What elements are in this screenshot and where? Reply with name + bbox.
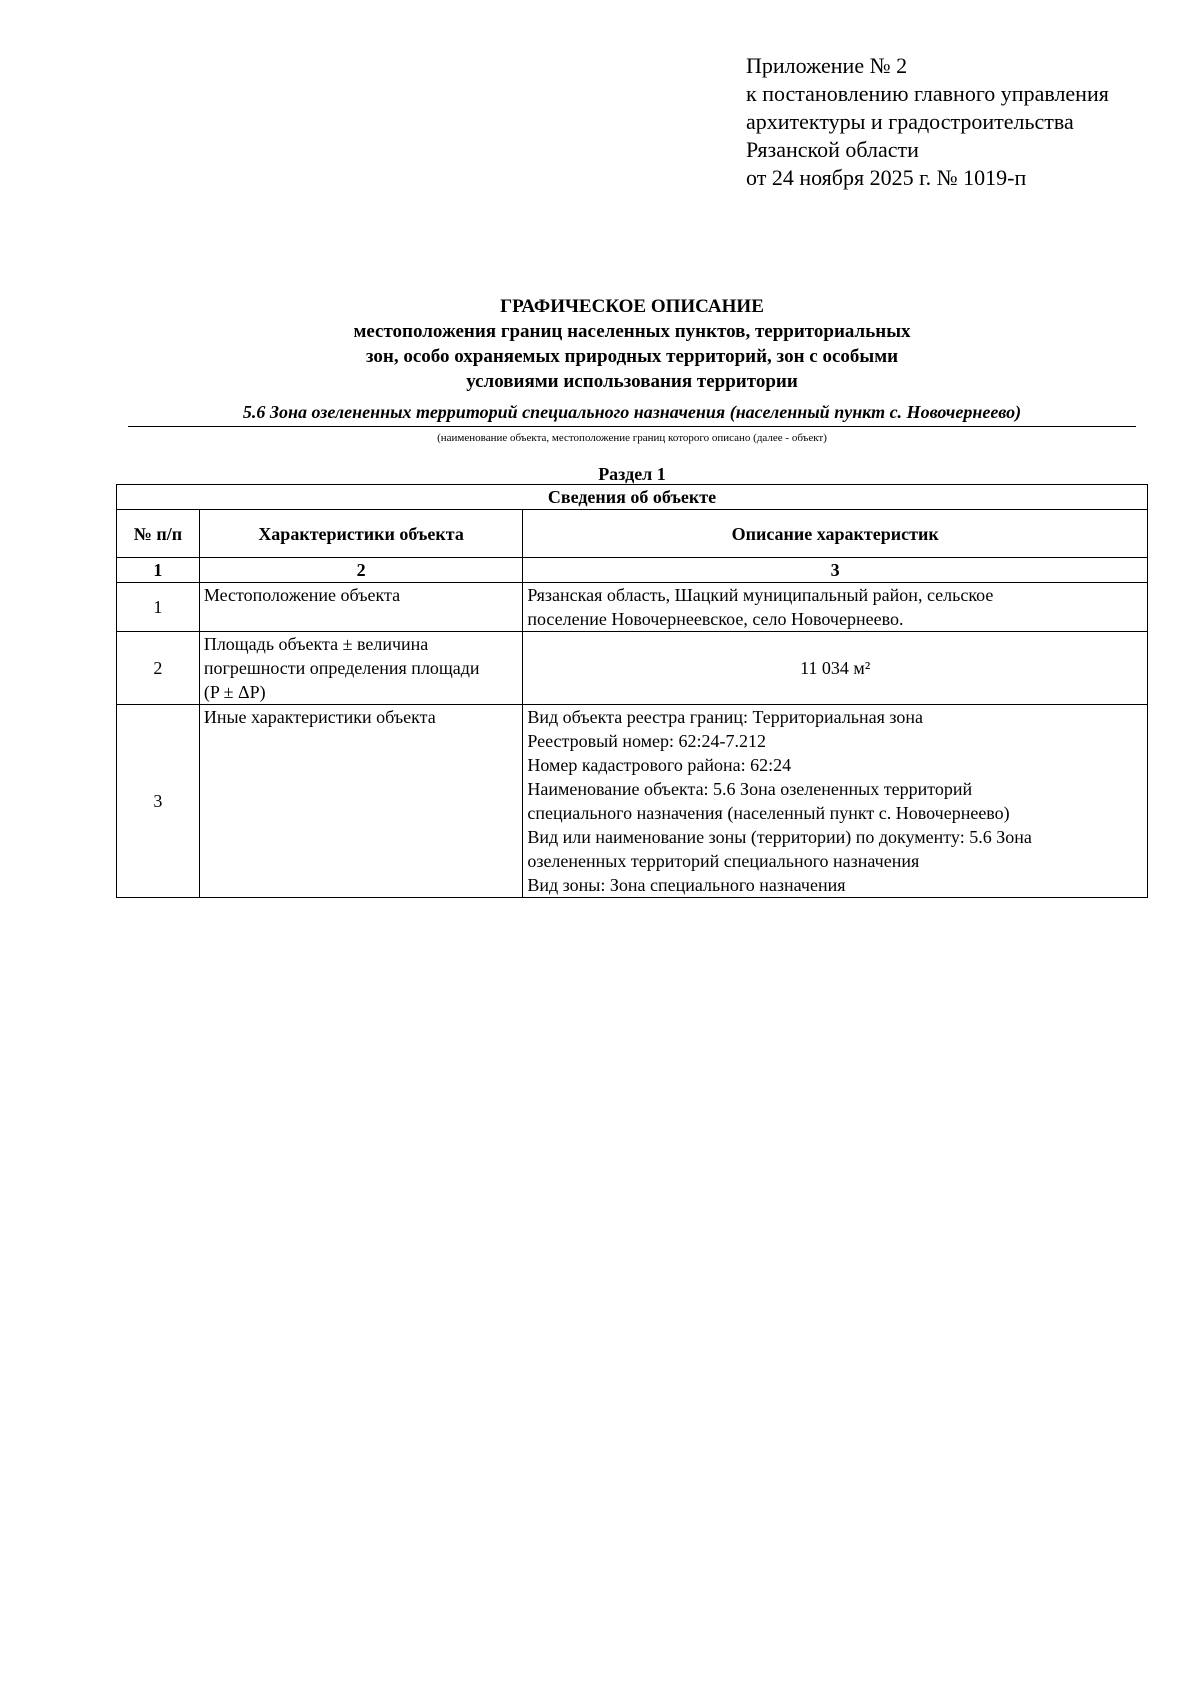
document-subtitle-line: зон, особо охраняемых природных территорий, зон с особыми bbox=[365, 346, 899, 367]
row-number: 2 bbox=[117, 632, 200, 705]
table-row bbox=[117, 583, 1148, 632]
document-subtitle-line: местоположения границ населенных пунктов, территориальных bbox=[353, 321, 911, 342]
header-description: Описание характеристик bbox=[523, 510, 1148, 558]
characteristic-line: (P ± ΔP) bbox=[203, 682, 266, 702]
document-subtitle-line: условиями использования территории bbox=[466, 371, 798, 392]
row-characteristic: Местоположение объекта bbox=[199, 583, 523, 632]
description-line: поселение Новочернеевское, село Новочернеево. bbox=[527, 609, 904, 629]
column-number: 1 bbox=[117, 558, 200, 583]
appendix-line: к постановлению главного управления bbox=[746, 81, 1109, 106]
description-line: Наименование объекта: 5.6 Зона озелененных территорий bbox=[527, 779, 973, 799]
header-characteristics: Характеристики объекта bbox=[199, 510, 523, 558]
row-description bbox=[523, 583, 1148, 632]
table-header-row bbox=[117, 510, 1148, 558]
header-num: № п/п bbox=[117, 510, 200, 558]
row-characteristic bbox=[199, 632, 523, 705]
column-number: 3 bbox=[523, 558, 1148, 583]
description-line: Вид объекта реестра границ: Территориальная зона bbox=[527, 707, 924, 727]
description-line: Вид зоны: Зона специального назначения bbox=[527, 875, 846, 895]
appendix-line: Приложение № 2 bbox=[746, 53, 908, 78]
table-caption-row bbox=[117, 485, 1148, 510]
document-title: ГРАФИЧЕСКОЕ ОПИСАНИЕ bbox=[500, 296, 764, 317]
object-info-table bbox=[116, 484, 1148, 898]
section-title: Раздел 1 bbox=[598, 464, 666, 484]
document-title-block bbox=[0, 294, 1200, 394]
table-row bbox=[117, 632, 1148, 705]
characteristic-line: погрешности определения площади bbox=[203, 658, 480, 678]
object-name: 5.6 Зона озелененных территорий специального назначения (населенный пункт с. Новочернеево) bbox=[128, 400, 1136, 427]
row-number: 3 bbox=[117, 705, 200, 898]
row-number: 1 bbox=[117, 583, 200, 632]
object-name-note: (наименование объекта, местоположение границ которого описано (далее - объект) bbox=[437, 432, 827, 444]
appendix-line: Рязанской области bbox=[746, 137, 919, 162]
row-description: 11 034 м² bbox=[523, 632, 1148, 705]
description-line: озелененных территорий специального назначения bbox=[527, 851, 920, 871]
column-number-row bbox=[117, 558, 1148, 583]
table-row bbox=[117, 705, 1148, 898]
description-line: специального назначения (населенный пункт с. Новочернеево) bbox=[527, 803, 1010, 823]
description-line: Вид или наименование зоны (территории) по документу: 5.6 Зона bbox=[527, 827, 1032, 847]
description-line: Реестровый номер: 62:24-7.212 bbox=[527, 731, 766, 751]
description-line: Номер кадастрового района: 62:24 bbox=[527, 755, 792, 775]
appendix-header bbox=[746, 52, 1109, 192]
appendix-line: от 24 ноября 2025 г. № 1019-п bbox=[746, 165, 1027, 190]
description-line: Рязанская область, Шацкий муниципальный район, сельское bbox=[527, 585, 994, 605]
characteristic-line: Площадь объекта ± величина bbox=[203, 634, 429, 654]
row-characteristic: Иные характеристики объекта bbox=[199, 705, 523, 898]
row-description bbox=[523, 705, 1148, 898]
column-number: 2 bbox=[199, 558, 523, 583]
table-caption: Сведения об объекте bbox=[117, 485, 1148, 510]
appendix-line: архитектуры и градостроительства bbox=[746, 109, 1074, 134]
